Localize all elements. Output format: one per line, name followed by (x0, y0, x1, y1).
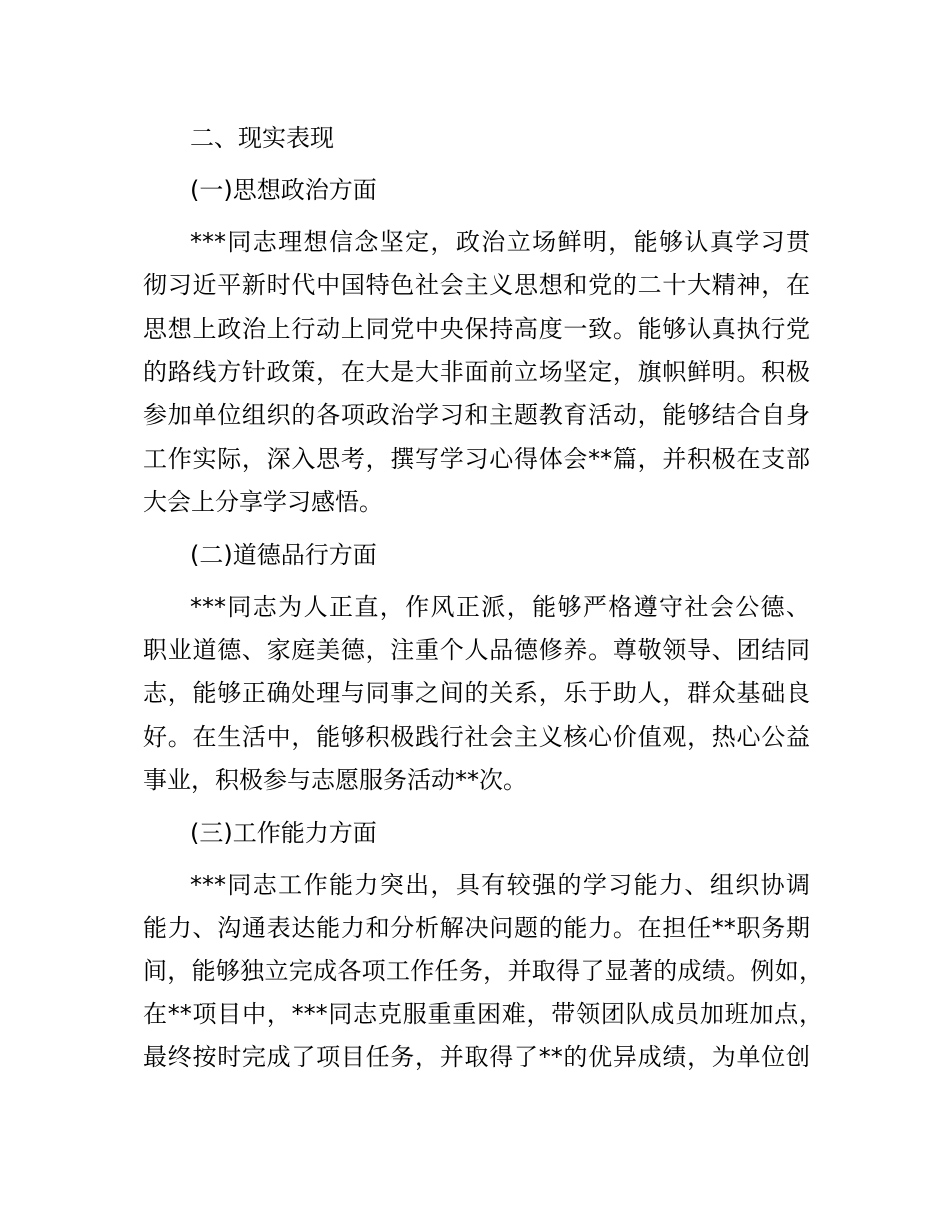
paragraph-line: 志，能够正确处理与同事之间的关系，乐于助人，群众基础良 (143, 679, 810, 707)
subsection-heading: (二)道德品行方面 (190, 541, 377, 569)
paragraph-line: ***同志工作能力突出，具有较强的学习能力、组织协调 (190, 871, 810, 899)
paragraph-line: 的路线方针政策，在大是大非面前立场坚定，旗帜鲜明。积极 (143, 358, 810, 386)
paragraph-line: 工作实际，深入思考，撰写学习心得体会**篇，并积极在支部 (143, 445, 810, 473)
paragraph-line: 参加单位组织的各项政治学习和主题教育活动，能够结合自身 (143, 401, 810, 429)
paragraph-line: 间，能够独立完成各项工作任务，并取得了显著的成绩。例如， (143, 957, 823, 985)
paragraph-line: ***同志为人正直，作风正派，能够严格遵守社会公德、 (190, 593, 810, 621)
paragraph-line: 在**项目中，***同志克服重重困难，带领团队成员加班加点， (143, 1000, 823, 1028)
paragraph-line: 职业道德、家庭美德，注重个人品德修养。尊敬领导、团结同 (143, 636, 810, 664)
paragraph-line: 能力、沟通表达能力和分析解决问题的能力。在担任**职务期 (143, 914, 810, 942)
paragraph-line: 最终按时完成了项目任务，并取得了**的优异成绩，为单位创 (143, 1043, 810, 1071)
paragraph-line: 思想上政治上行动上同党中央保持高度一致。能够认真执行党 (143, 315, 810, 343)
paragraph-line: 大会上分享学习感悟。 (143, 488, 383, 516)
subsection-heading: (一)思想政治方面 (190, 176, 377, 204)
section-heading: 二、现实表现 (190, 124, 334, 152)
paragraph-line: 彻习近平新时代中国特色社会主义思想和党的二十大精神，在 (143, 271, 810, 299)
paragraph-line: 事业，积极参与志愿服务活动**次。 (143, 766, 527, 794)
subsection-heading: (三)工作能力方面 (190, 819, 377, 847)
paragraph-line: 好。在生活中，能够积极践行社会主义核心价值观，热心公益 (143, 723, 810, 751)
paragraph-line: ***同志理想信念坚定，政治立场鲜明，能够认真学习贯 (190, 228, 810, 256)
